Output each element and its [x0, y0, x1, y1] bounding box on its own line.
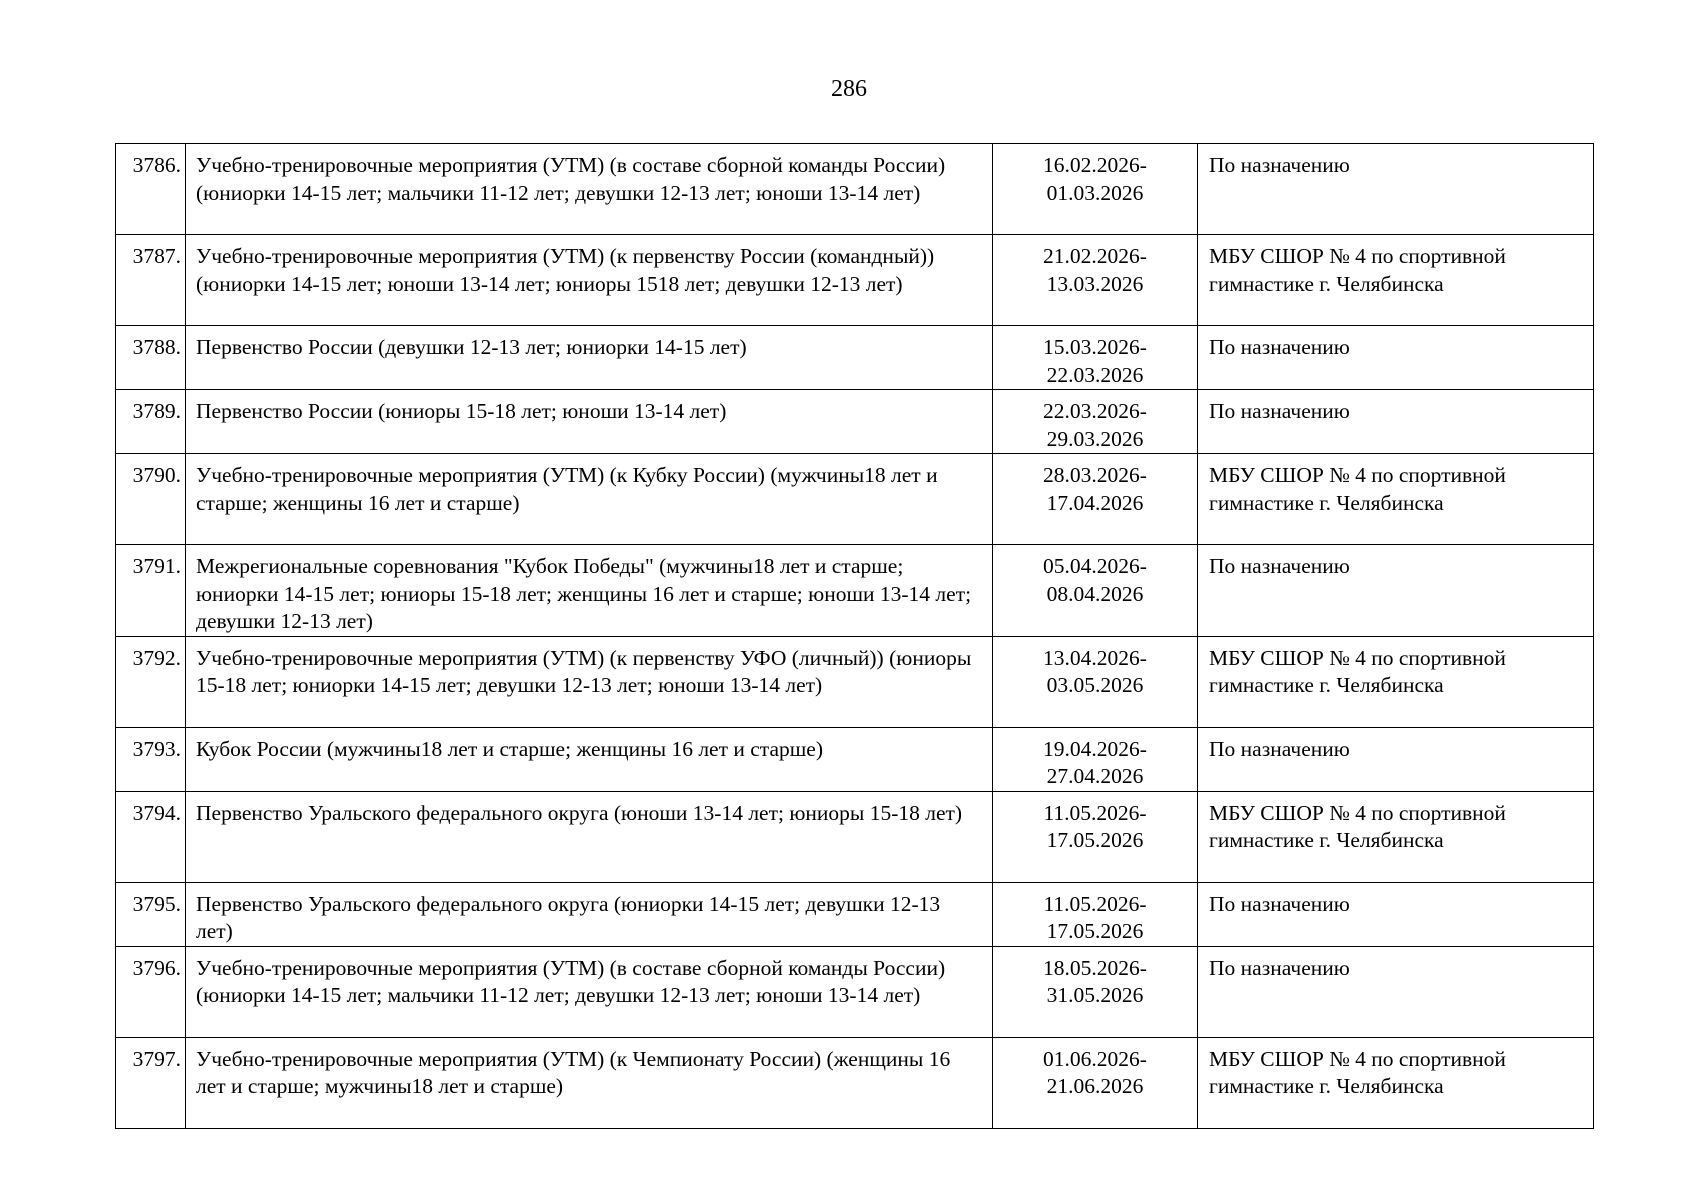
date-from: 19.04.2026-: [1043, 736, 1147, 761]
table-row: [116, 326, 1594, 390]
table-row: [116, 545, 1594, 637]
date-to: 17.05.2026: [1046, 828, 1144, 852]
row-number: 3786.: [116, 144, 186, 235]
table-row: [116, 1037, 1594, 1128]
event-place: МБУ СШОР № 4 по спортивной гимнастике г. Челябинска: [1198, 235, 1594, 326]
event-place: По назначению: [1198, 946, 1594, 1037]
events-table: [115, 143, 1594, 1129]
date-from: 11.05.2026-: [1043, 891, 1147, 916]
event-dates: [993, 454, 1198, 545]
event-place: По назначению: [1198, 390, 1594, 454]
date-from: 22.03.2026-: [1043, 399, 1147, 423]
row-number: 3792.: [116, 636, 186, 727]
event-name: Учебно-тренировочные мероприятия (УТМ) (к Чемпионату России) (женщины 16 лет и старше; мужчины18 лет и старше): [186, 1037, 993, 1128]
date-from: 15.03.2026-: [1043, 335, 1147, 359]
date-from: 05.04.2026-: [1043, 554, 1147, 578]
event-dates: [993, 791, 1198, 882]
event-dates: [993, 390, 1198, 454]
row-number: 3796.: [116, 946, 186, 1037]
table-row: [116, 946, 1594, 1037]
event-place: По назначению: [1198, 545, 1594, 637]
date-from: 01.06.2026-: [1043, 1046, 1147, 1071]
event-name: Первенство Уральского федерального округа (юниорки 14-15 лет; девушки 12-13 лет): [186, 882, 993, 946]
event-dates: [993, 727, 1198, 791]
date-to: 17.05.2026: [1046, 919, 1144, 943]
date-to: 01.03.2026: [1046, 180, 1144, 205]
event-name: Учебно-тренировочные мероприятия (УТМ) (к первенству России (командный)) (юниорки 14-15 лет; юноши 13-14 лет; юниоры 1518 лет; девушки 12-13 лет): [186, 235, 993, 326]
event-place: По назначению: [1198, 882, 1594, 946]
event-dates: [993, 326, 1198, 390]
date-to: 13.03.2026: [1046, 271, 1144, 296]
event-dates: [993, 882, 1198, 946]
page-number: 286: [831, 76, 867, 102]
event-dates: [993, 1037, 1198, 1128]
event-dates: [993, 545, 1198, 637]
table-row: [116, 144, 1594, 235]
table-row: [116, 727, 1594, 791]
date-to: 17.04.2026: [1046, 490, 1144, 515]
row-number: 3791.: [116, 545, 186, 637]
event-name: Учебно-тренировочные мероприятия (УТМ) (в составе сборной команды России) (юниорки 14-15 лет; мальчики 11-12 лет; девушки 12-13 лет; юноши 13-14 лет): [186, 144, 993, 235]
event-place: По назначению: [1198, 727, 1594, 791]
date-to: 03.05.2026: [1046, 673, 1144, 697]
row-number: 3790.: [116, 454, 186, 545]
event-name: Кубок России (мужчины18 лет и старше; женщины 16 лет и старше): [186, 727, 993, 791]
event-name: Первенство России (девушки 12-13 лет; юниорки 14-15 лет): [186, 326, 993, 390]
date-to: 21.06.2026: [1046, 1074, 1144, 1098]
event-name: Учебно-тренировочные мероприятия (УТМ) (к первенству УФО (личный)) (юниоры 15-18 лет; юниорки 14-15 лет; девушки 12-13 лет; юноши 13-14 лет): [186, 636, 993, 727]
date-to: 08.04.2026: [1046, 581, 1144, 606]
event-name: Учебно-тренировочные мероприятия (УТМ) (в составе сборной команды России) (юниорки 14-15 лет; мальчики 11-12 лет; девушки 12-13 лет; юноши 13-14 лет): [186, 946, 993, 1037]
row-number: 3788.: [116, 326, 186, 390]
event-place: МБУ СШОР № 4 по спортивной гимнастике г. Челябинска: [1198, 1037, 1594, 1128]
row-number: 3787.: [116, 235, 186, 326]
date-from: 16.02.2026-: [1043, 153, 1147, 177]
event-place: МБУ СШОР № 4 по спортивной гимнастике г. Челябинска: [1198, 454, 1594, 545]
event-place: МБУ СШОР № 4 по спортивной гимнастике г. Челябинска: [1198, 791, 1594, 882]
event-place: По назначению: [1198, 326, 1594, 390]
date-to: 29.03.2026: [1046, 426, 1144, 451]
table-row: [116, 235, 1594, 326]
event-dates: [993, 144, 1198, 235]
event-place: По назначению: [1198, 144, 1594, 235]
date-from: 21.02.2026-: [1043, 244, 1147, 268]
table-row: [116, 390, 1594, 454]
event-place: МБУ СШОР № 4 по спортивной гимнастике г. Челябинска: [1198, 636, 1594, 727]
date-from: 28.03.2026-: [1043, 463, 1147, 487]
row-number: 3795.: [116, 882, 186, 946]
date-from: 18.05.2026-: [1043, 955, 1147, 980]
event-name: Первенство Уральского федерального округа (юноши 13-14 лет; юниоры 15-18 лет): [186, 791, 993, 882]
event-name: Межрегиональные соревнования "Кубок Победы" (мужчины18 лет и старше; юниорки 14-15 лет; юниоры 15-18 лет; женщины 16 лет и старше; юноши 13-14 лет; девушки 12-13 лет): [186, 545, 993, 637]
date-to: 22.03.2026: [1046, 362, 1144, 387]
date-from: 13.04.2026-: [1043, 645, 1147, 670]
date-to: 31.05.2026: [1046, 983, 1144, 1007]
row-number: 3794.: [116, 791, 186, 882]
event-name: Первенство России (юниоры 15-18 лет; юноши 13-14 лет): [186, 390, 993, 454]
table-row: [116, 791, 1594, 882]
table-row: [116, 454, 1594, 545]
date-to: 27.04.2026: [1046, 764, 1144, 788]
row-number: 3789.: [116, 390, 186, 454]
event-dates: [993, 235, 1198, 326]
table-row: [116, 636, 1594, 727]
table-row: [116, 882, 1594, 946]
event-name: Учебно-тренировочные мероприятия (УТМ) (к Кубку России) (мужчины18 лет и старше; женщины 16 лет и старше): [186, 454, 993, 545]
event-dates: [993, 636, 1198, 727]
row-number: 3793.: [116, 727, 186, 791]
date-from: 11.05.2026-: [1043, 800, 1147, 825]
event-dates: [993, 946, 1198, 1037]
row-number: 3797.: [116, 1037, 186, 1128]
